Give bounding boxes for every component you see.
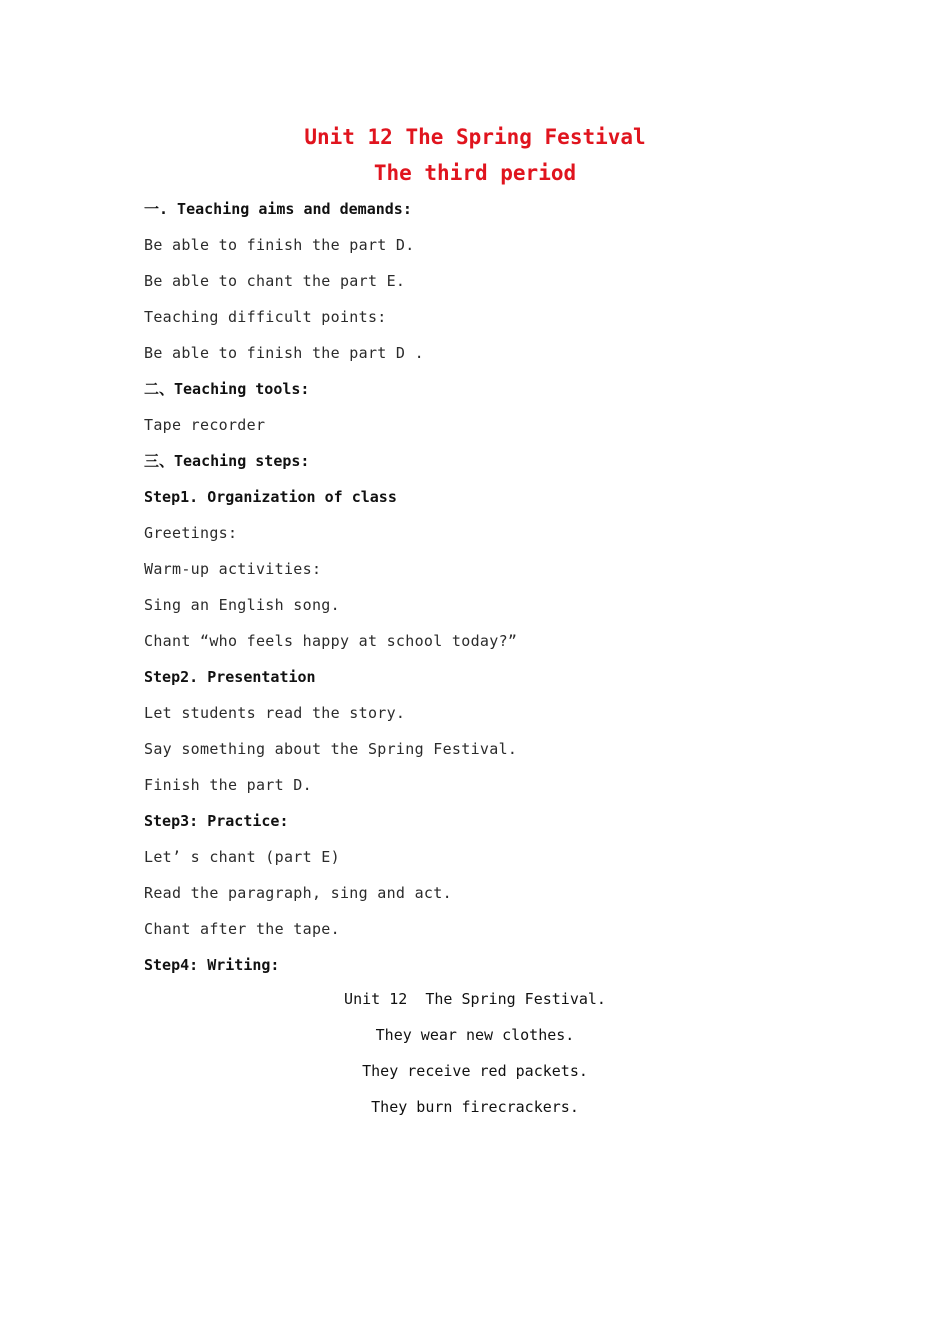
text-line: Chant “who feels happy at school today?”: [144, 632, 518, 650]
writing-board: [0, 986, 950, 1130]
text-line: Greetings:: [144, 524, 238, 542]
text-line: Let’ s chant (part E): [144, 848, 340, 866]
text-line: Chant after the tape.: [144, 920, 340, 938]
step-heading-2: Step2. Presentation: [144, 668, 316, 686]
text-line: Finish the part D.: [144, 776, 312, 794]
section-heading-steps: 三、Teaching steps:: [144, 452, 310, 470]
lesson-plan-body: [144, 196, 824, 988]
text-line: Warm-up activities:: [144, 560, 322, 578]
writing-line: They burn firecrackers.: [371, 1098, 579, 1116]
document-title: Unit 12 The Spring Festival: [304, 125, 646, 149]
text-line: Be able to chant the part E.: [144, 272, 406, 290]
section-heading-tools: 二、Teaching tools:: [144, 380, 310, 398]
writing-line: They receive red packets.: [362, 1062, 588, 1080]
text-line: Tape recorder: [144, 416, 266, 434]
text-line: Be able to finish the part D.: [144, 236, 415, 254]
text-line: Teaching difficult points:: [144, 308, 387, 326]
step-heading-4: Step4: Writing:: [144, 956, 280, 974]
document-subtitle: The third period: [373, 161, 577, 185]
text-line: Let students read the story.: [144, 704, 406, 722]
writing-line: They wear new clothes.: [375, 1026, 575, 1044]
step-heading-1: Step1. Organization of class: [144, 488, 397, 506]
step-heading-3: Step3: Practice:: [144, 812, 289, 830]
text-line: Be able to finish the part D .: [144, 344, 424, 362]
writing-line: Unit 12 The Spring Festival.: [344, 990, 606, 1008]
section-heading-aims: 一. Teaching aims and demands:: [144, 200, 412, 218]
text-line: Read the paragraph, sing and act.: [144, 884, 452, 902]
text-line: Sing an English song.: [144, 596, 340, 614]
text-line: Say something about the Spring Festival.: [144, 740, 518, 758]
